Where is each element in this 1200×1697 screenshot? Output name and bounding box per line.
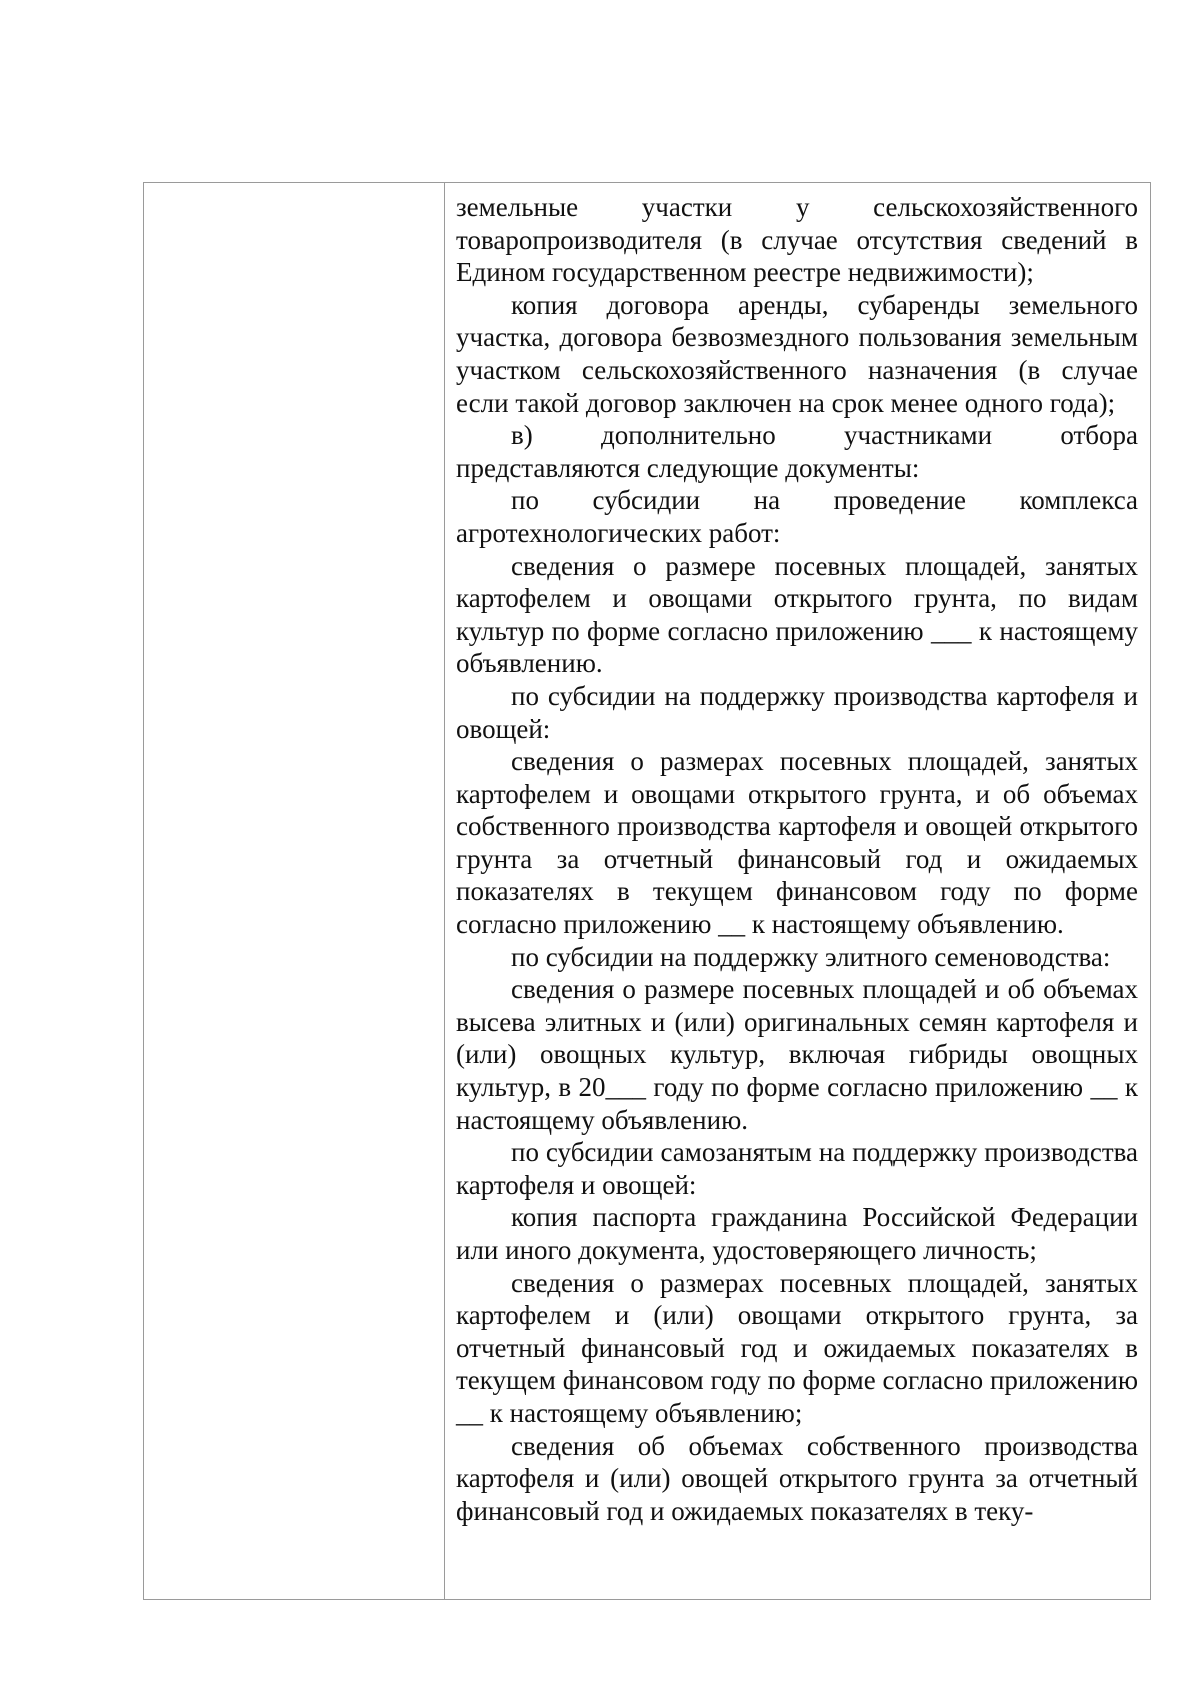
paragraph: сведения о размере посевных площадей, занятых картофелем и овощами открытого грунта, по видам культур по форме согласно приложению ___ к настоящему объявлению. — [456, 550, 1138, 679]
paragraph: по субсидии самозанятым на поддержку производства картофеля и овощей: — [456, 1137, 1138, 1200]
column-divider — [444, 183, 445, 1599]
document-table — [143, 182, 1151, 1600]
paragraph: земельные участки у сельскохозяйственного товаропроизводителя (в случае отсутствия сведений в Едином государственном реестре недвижимости); — [456, 192, 1138, 288]
table-left-column — [144, 183, 444, 1599]
paragraph: копия паспорта гражданина Российской Федерации или иного документа, удостоверяющего личность; — [456, 1202, 1138, 1265]
paragraph: сведения о размере посевных площадей и об объемах высева элитных и (или) оригинальных семян картофеля и (или) овощных культур, включая гибриды овощных культур, в 20___ году по форме согласно приложению __ к настоящему объявлению. — [456, 974, 1138, 1135]
table-right-column — [456, 191, 1138, 1527]
paragraph: копия договора аренды, субаренды земельного участка, договора безвозмездного пользования земельным участком сельскохозяйственного назначения (в случае если такой договор заключен на срок менее одного года); — [456, 289, 1138, 418]
paragraph: сведения о размерах посевных площадей, занятых картофелем и (или) овощами открытого грунта, за отчетный финансовый год и ожидаемых показателях в текущем финансовом году по форме согласно приложению __ к настоящему объявлению; — [456, 1267, 1138, 1428]
paragraph: в) дополнительно участниками отбора представляются следующие документы: — [456, 420, 1138, 483]
paragraph: сведения об объемах собственного производства картофеля и (или) овощей открытого грунта за отчетный финансовый год и ожидаемых показателях в теку- — [456, 1430, 1138, 1526]
paragraph: по субсидии на проведение комплекса агротехнологических работ: — [456, 485, 1138, 548]
paragraph: сведения о размерах посевных площадей, занятых картофелем и овощами открытого грунта, и об объемах собственного производства картофеля и овощей открытого грунта за отчетный финансовый год и ожидаемых показателях в текущем финансовом году по форме согласно приложению __ к настоящему объявлению. — [456, 746, 1138, 940]
paragraph: по субсидии на поддержку элитного семеноводства: — [511, 941, 1111, 972]
paragraph: по субсидии на поддержку производства картофеля и овощей: — [456, 680, 1138, 744]
